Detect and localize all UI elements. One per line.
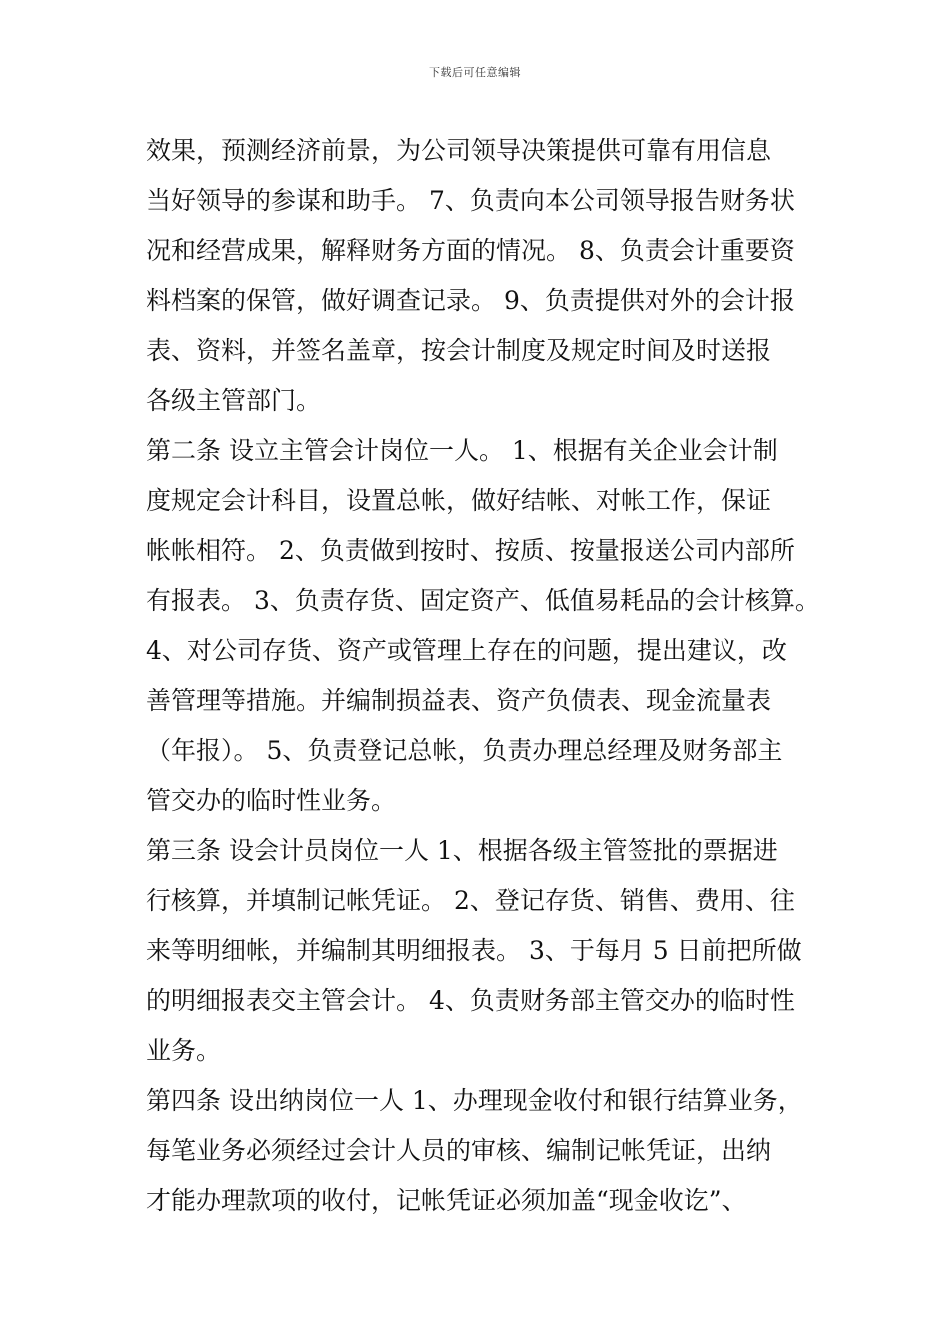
text-line: 管交办的临时性业务。 <box>146 786 397 815</box>
text-line: 业务。 <box>146 1036 222 1065</box>
text-line: 况和经营成果，解释财务方面的情况。 8、负责会计重要资 <box>146 236 795 265</box>
text-line: 每笔业务必须经过会计人员的审核、编制记帐凭证，出纳 <box>146 1136 772 1165</box>
text-line: 第二条 设立主管会计岗位一人。 1、根据有关企业会计制 <box>146 436 778 465</box>
text-line: 有报表。 3、负责存货、固定资产、低值易耗品的会计核算。 <box>146 586 820 615</box>
text-line: 当好领导的参谋和助手。 7、负责向本公司领导报告财务状 <box>146 186 795 215</box>
text-line: （年报）。 5、负责登记总帐，负责办理总经理及财务部主 <box>146 736 783 765</box>
text-line: 的明细报表交主管会计。 4、负责财务部主管交办的临时性 <box>146 986 795 1015</box>
text-line: 度规定会计科目，设置总帐，做好结帐、对帐工作，保证 <box>146 486 772 515</box>
text-line: 行核算，并填制记帐凭证。 2、登记存货、销售、费用、往 <box>146 886 795 915</box>
text-line: 4、对公司存货、资产或管理上存在的问题，提出建议，改 <box>146 636 787 665</box>
text-line: 第四条 设出纳岗位一人 1、办理现金收付和银行结算业务， <box>146 1086 803 1115</box>
text-line: 帐帐相符。 2、负责做到按时、按质、按量报送公司内部所 <box>146 536 795 565</box>
text-line: 效果，预测经济前景，为公司领导决策提供可靠有用信息 <box>146 136 772 165</box>
text-line: 各级主管部门。 <box>146 386 322 415</box>
page-header: 下载后可任意编辑 <box>429 66 521 79</box>
text-line: 善管理等措施。并编制损益表、资产负债表、现金流量表 <box>146 686 772 715</box>
text-line: 料档案的保管，做好调查记录。 9、负责提供对外的会计报 <box>146 286 795 315</box>
document-body <box>146 126 820 1226</box>
text-line: 第三条 设会计员岗位一人 1、根据各级主管签批的票据进 <box>146 836 778 865</box>
text-line: 才能办理款项的收付，记帐凭证必须加盖“现金收讫”、 <box>146 1186 747 1215</box>
text-line: 来等明细帐，并编制其明细报表。 3、于每月 5 日前把所做 <box>146 936 802 965</box>
text-line: 表、资料，并签名盖章，按会计制度及规定时间及时送报 <box>146 336 772 365</box>
